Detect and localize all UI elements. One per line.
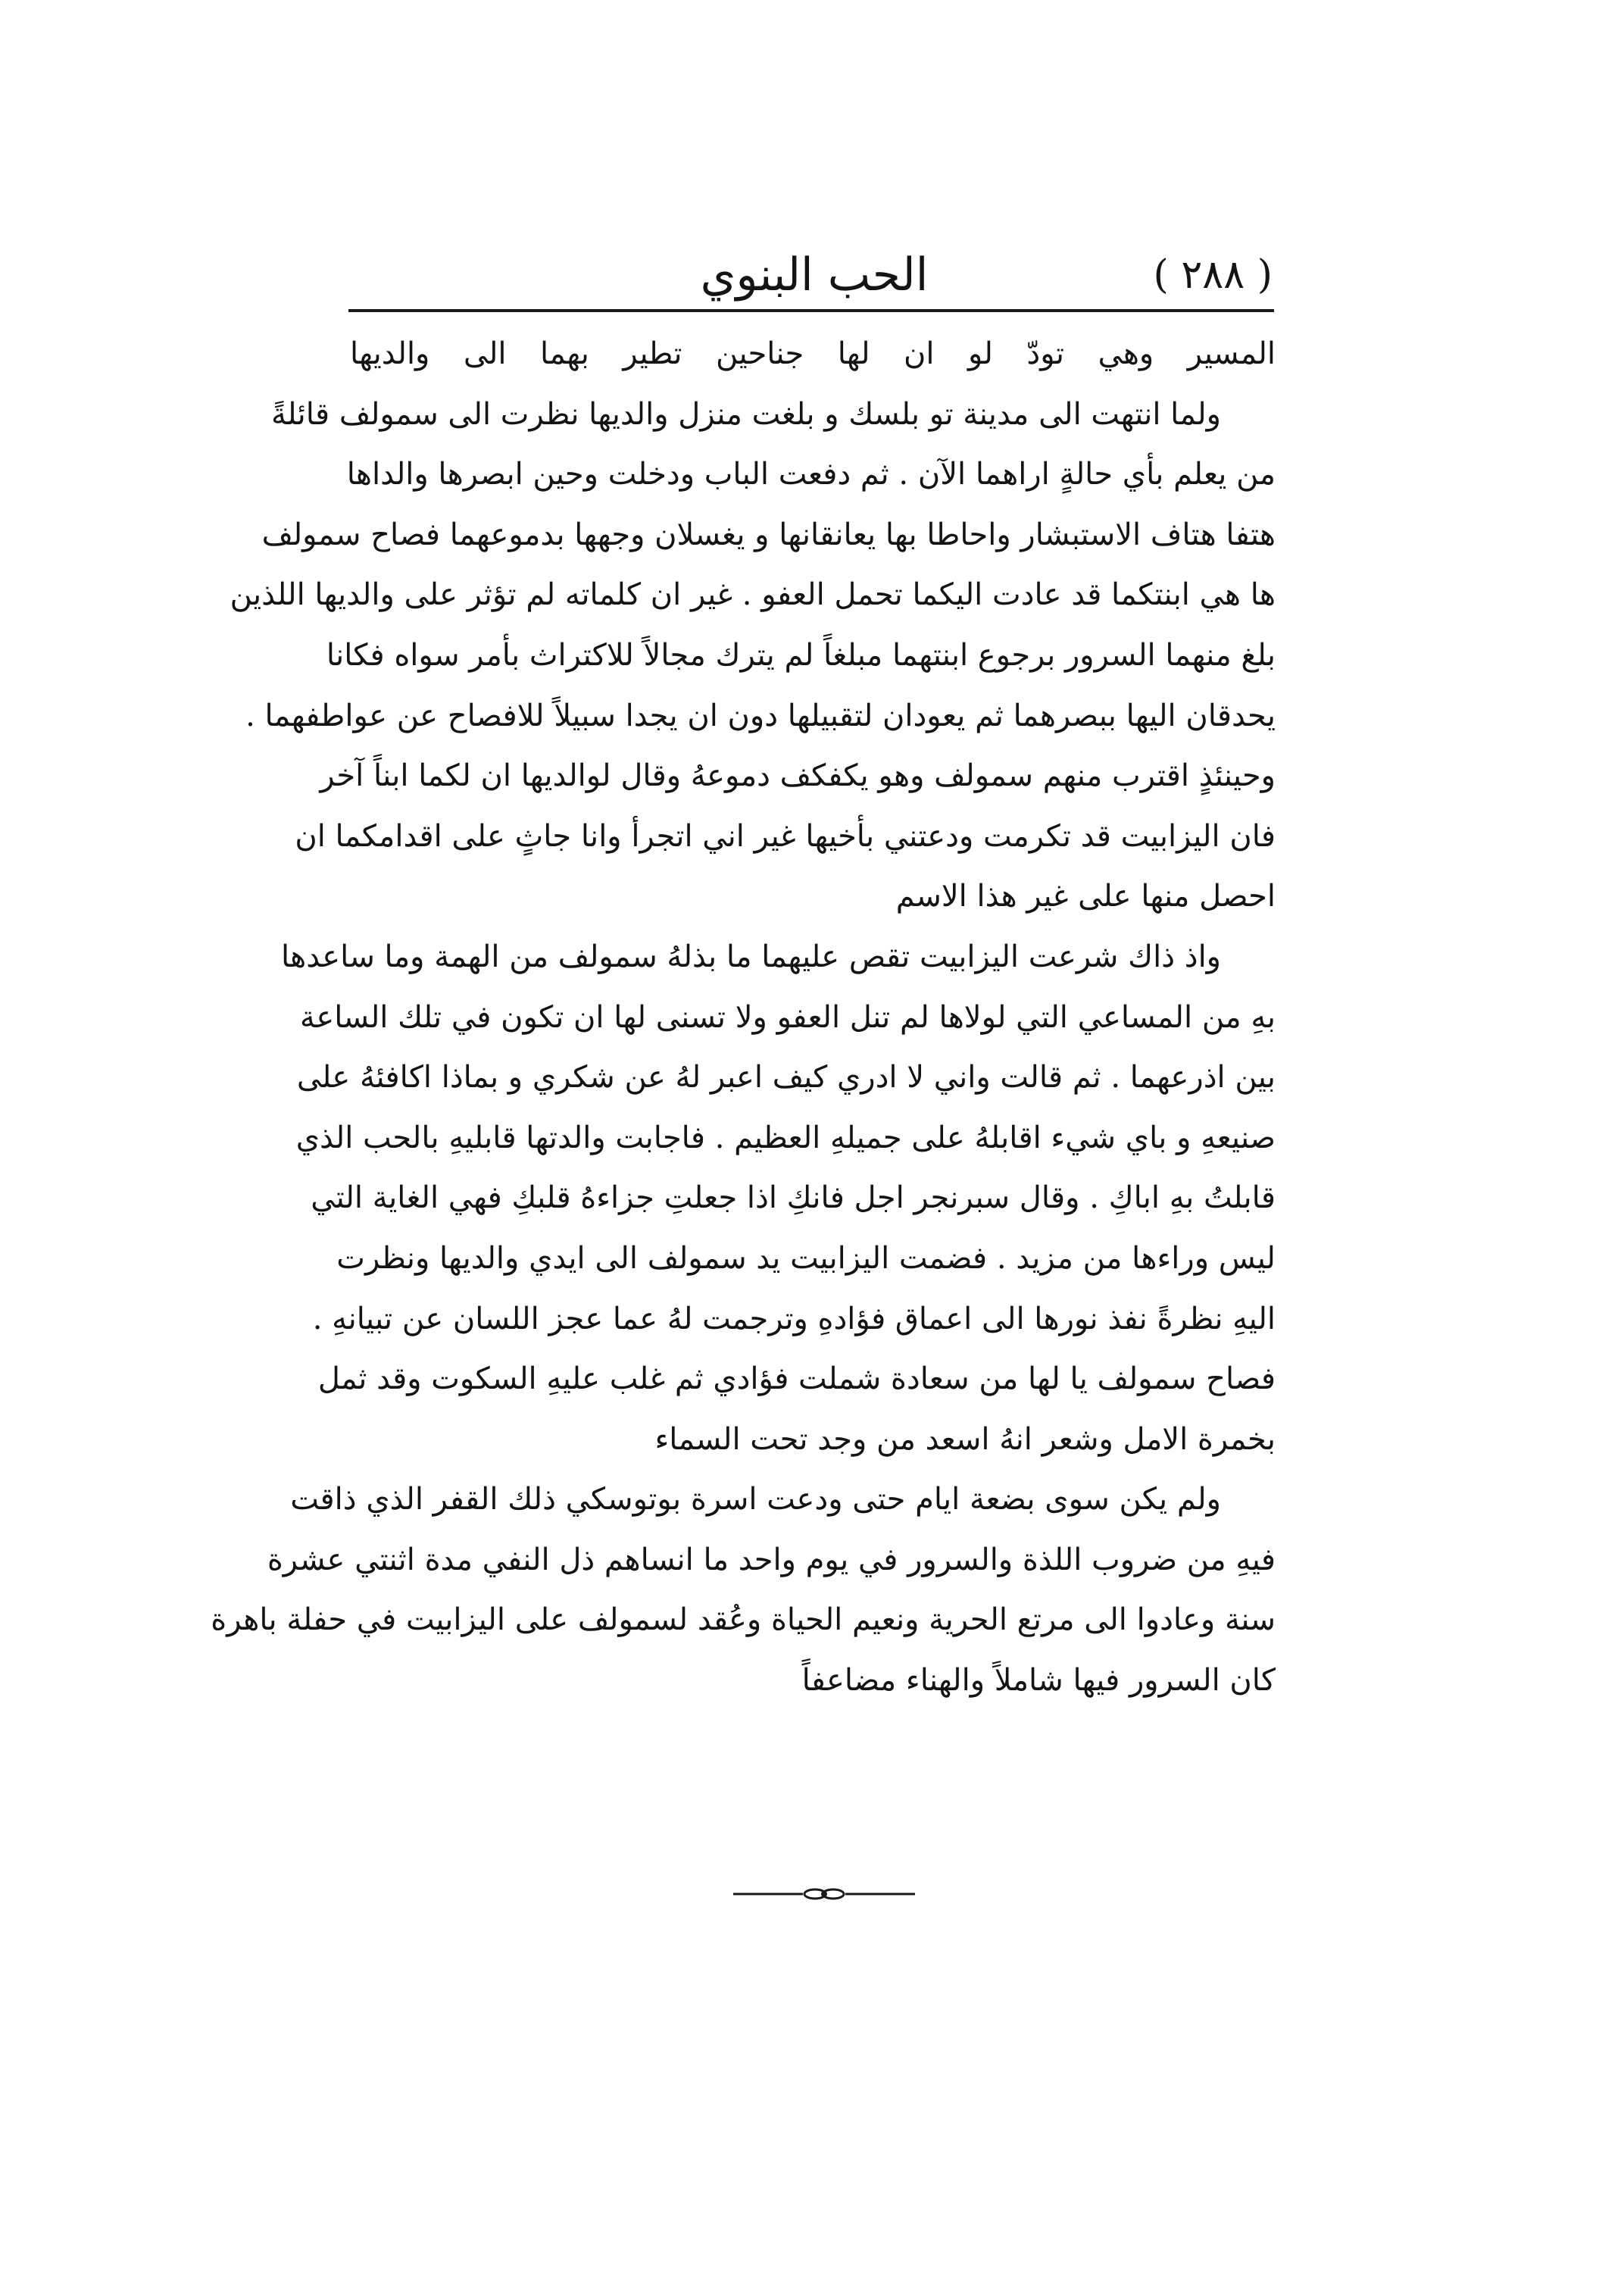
page-number: ( ٢٨٨ ) bbox=[1153, 252, 1273, 298]
end-ornament bbox=[733, 1885, 915, 1903]
text-line: فيهِ من ضروب اللذة والسرور في يوم واحد ما انساهم ذل النفي مدة اثنتي عشرة bbox=[267, 1542, 1276, 1577]
running-title: الحب البنوي bbox=[700, 248, 929, 302]
text-line: بخمرة الامل وشعر انهُ اسعد من وجد تحت السماء bbox=[654, 1421, 1276, 1457]
text-line: يحدقان اليها ببصرهما ثم يعودان لتقبيلها دون ان يجدا سبيلاً للافصاح عن عواطفهما . bbox=[245, 698, 1276, 733]
body-text bbox=[211, 324, 1276, 1711]
ornament-icon bbox=[733, 1885, 915, 1903]
text-line: المسير وهي تودّ لو ان لها جناحين تطير بهما الى والديها bbox=[350, 336, 1276, 371]
text-line: فصاح سمولف يا لها من سعادة شملت فؤادي ثم غلب عليهِ السكوت وقد ثمل bbox=[317, 1361, 1276, 1397]
header-rule bbox=[348, 309, 1274, 312]
text-line: ولما انتهت الى مدينة تو بلسك و بلغت منزل والديها نظرت الى سمولف قائلةً bbox=[270, 396, 1221, 432]
text-line: بهِ من المساعي التي لولاها لم تنل العفو ولا تسنى لها ان تكون في تلك الساعة bbox=[299, 999, 1276, 1035]
text-line: احصل منها على غير هذا الاسم bbox=[895, 879, 1276, 914]
text-line: ها هي ابنتكما قد عادت اليكما تحمل العفو . غير ان كلماته لم تؤثر على والديها اللذين bbox=[230, 577, 1276, 613]
text-line: من يعلم بأي حالةٍ اراهما الآن . ثم دفعت الباب ودخلت وحين ابصرها والداها bbox=[346, 457, 1276, 492]
text-line: كان السرور فيها شاملاً والهناء مضاعفاً bbox=[801, 1663, 1276, 1699]
text-line: سنة وعادوا الى مرتع الحرية ونعيم الحياة وعُقد لسمولف على اليزابيت في حفلة باهرة bbox=[211, 1602, 1276, 1638]
text-line: وحينئذٍ اقترب منهم سمولف وهو يكفكف دموعهُ وقال لوالديها ان لكما ابناً آخر bbox=[320, 758, 1276, 794]
text-line: هتفا هتاف الاستبشار واحاطا بها يعانقانها و يغسلان وجهها بدموعهما فصاح سمولف bbox=[261, 517, 1276, 552]
text-line: اليهِ نظرةً نفذ نورها الى اعماق فؤادهِ وترجمت لهُ عما عجز اللسان عن تبيانهِ . bbox=[312, 1301, 1276, 1336]
text-line: ليس وراءها من مزيد . فضمت اليزابيت يد سمولف الى ايدي والديها ونظرت bbox=[336, 1240, 1276, 1276]
text-line: قابلتُ بهِ اباكِ . وقال سبرنجر اجل فانكِ اذا جعلتِ جزاءهُ قلبكِ فهي الغاية التي bbox=[311, 1180, 1276, 1216]
page-header bbox=[356, 241, 1273, 309]
text-line: بين اذرعهما . ثم قالت واني لا ادري كيف اعبر لهُ عن شكري و بماذا اكافئهُ على bbox=[296, 1060, 1276, 1095]
text-line: ولم يكن سوى بضعة ايام حتى ودعت اسرة بوتوسكي ذلك القفر الذي ذاقت bbox=[290, 1482, 1221, 1517]
text-line: صنيعهِ و باي شيء اقابلهُ على جميلهِ العظيم . فاجابت والدتها قابليهِ بالحب الذي bbox=[295, 1120, 1276, 1155]
text-line: بلغ منهما السرور برجوع ابنتهما مبلغاً لم يترك مجالاً للاكتراث بأمر سواه فكانا bbox=[326, 637, 1276, 673]
text-line: فان اليزابيت قد تكرمت ودعتني بأخيها غير اني اتجرأ وانا جاثٍ على اقدامكما ان bbox=[295, 818, 1276, 854]
text-line: واذ ذاك شرعت اليزابيت تقص عليهما ما بذلهُ سمولف من الهمة وما ساعدها bbox=[280, 939, 1221, 974]
